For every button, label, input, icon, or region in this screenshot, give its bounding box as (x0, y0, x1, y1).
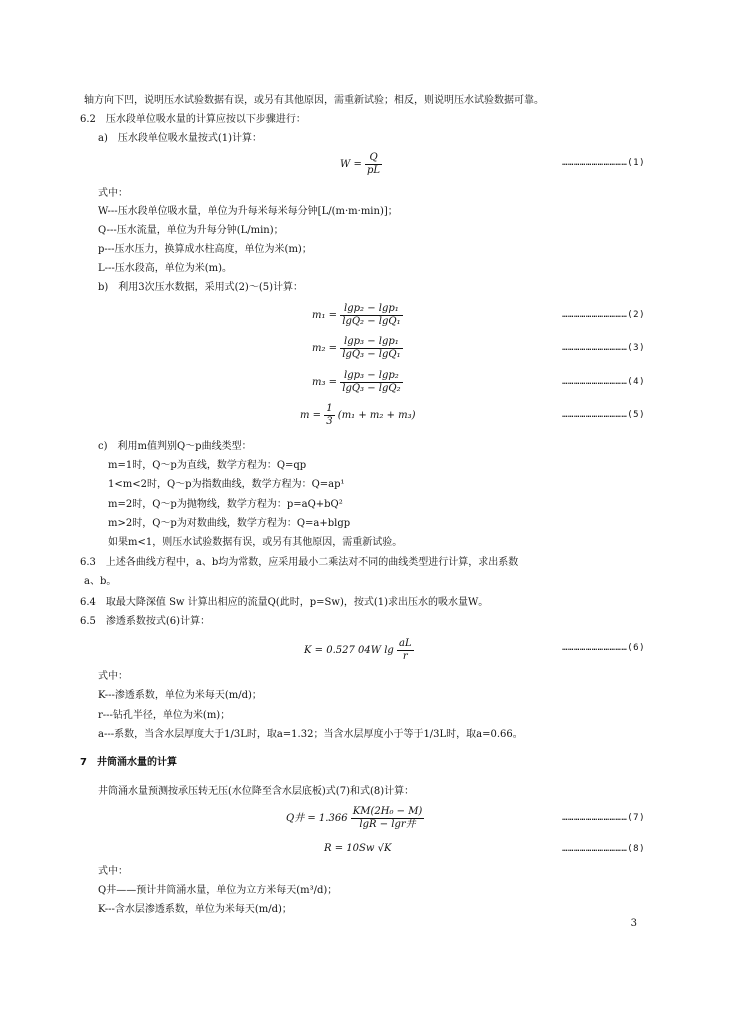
section-6-4: 6.4 取最大降深值 Sw 计算出相应的流量Q(此时，p=Sw)，按式(1)求出压水的吸水量W。 (80, 597, 489, 608)
formula-5-den: 3 (326, 416, 333, 427)
paragraph-line: 轴方向下凹，说明压水试验数据有误，或另有其他原因，需重新试验；相反，则说明压水试验数据可靠。 (84, 95, 544, 106)
page-number: 3 (630, 918, 637, 929)
formula-4-lhs: m₃ = (312, 377, 338, 388)
formula-5 (300, 403, 416, 428)
formula-8: R = 10Sw √K (324, 843, 392, 854)
formula-3-lhs: m₂ = (312, 343, 338, 354)
item-c: c) 利用m值判别Q～p曲线类型： (98, 441, 252, 452)
formula-7 (286, 806, 424, 831)
formula-1-den: pL (367, 165, 381, 176)
section-7-heading: 7 井筒涌水量的计算 (80, 757, 177, 768)
formula-7-fraction (351, 806, 425, 831)
formula-8-number: ……………………………(8) (562, 844, 645, 854)
case-m-gt-2: m>2时，Q～p为对数曲线，数学方程为：Q=a+blgp (108, 518, 351, 529)
formula-1-num: Q (365, 152, 382, 165)
item-b: b) 利用3次压水数据，采用式(2)～(5)计算： (98, 282, 303, 293)
formula-3-den: lgQ₃ − lgQ₁ (342, 349, 401, 360)
def-r: r---钻孔半径，单位为米(m)； (98, 710, 231, 721)
def-Q-well: Q井——预计井筒涌水量，单位为立方米每天(m³/d)； (98, 885, 338, 896)
formula-2-num: lgp₂ − lgp₁ (340, 303, 402, 316)
formula-1-number: ……………………………(1) (562, 158, 645, 168)
def-K-aquifer: K---含水层渗透系数，单位为米每天(m/d)； (98, 904, 292, 915)
formula-6 (304, 638, 414, 663)
formula-7-den: lgR − lgr井 (359, 819, 416, 830)
case-m-1-to-2: 1<m<2时，Q～p为指数曲线，数学方程为：Q=ap¹ (108, 479, 345, 490)
section-6-2: 6.2 压水段单位吸水量的计算应按以下步骤进行： (80, 114, 306, 125)
def-K: K---渗透系数，单位为米每天(m/d)； (98, 690, 262, 701)
formula-6-fraction (397, 638, 414, 663)
formula-3 (312, 336, 403, 361)
section-6-3-cont: a、b。 (84, 576, 117, 587)
formula-2 (312, 303, 403, 328)
formula-1 (340, 152, 382, 177)
formula-5-num: 1 (326, 403, 333, 414)
formula-2-number: ……………………………(2) (562, 310, 645, 320)
def-a: a---系数，当含水层厚度大于1/3L时，取a=1.32；当含水层厚度小于等于1/3L时，取a=0.66。 (98, 729, 523, 740)
def-Q: Q---压水流量，单位为升每分钟(L/min)； (98, 225, 284, 236)
formula-5-number: ……………………………(5) (562, 410, 645, 420)
formula-3-fraction (340, 336, 402, 361)
formula-6-num: aL (398, 638, 412, 649)
formula-6-lhs: K = 0.527 04W lg (304, 645, 394, 656)
formula-2-den: lgQ₂ − lgQ₁ (342, 316, 401, 327)
formula-5-fraction (324, 403, 334, 428)
formula-2-lhs: m₁ = (312, 310, 338, 321)
case-m-lt-1: 如果m<1，则压水试验数据有误，或另有其他原因，需重新试验。 (108, 537, 403, 548)
section-6-3: 6.3 上述各曲线方程中，a、b均为常数，应采用最小二乘法对不同的曲线类型进行计算，求出系数 (80, 557, 519, 568)
case-m-eq-2: m=2时，Q～p为抛物线，数学方程为：p=aQ+bQ² (108, 499, 343, 510)
formula-6-den: r (402, 651, 408, 662)
def-W: W---压水段单位吸水量，单位为升每米每米每分钟[L/(m·m·min)]； (98, 206, 398, 217)
formula-6-number: ……………………………(6) (562, 643, 645, 653)
formula-5-lhs: m = (300, 410, 322, 421)
case-m-eq-1: m=1时，Q～p为直线，数学方程为：Q=qp (108, 460, 307, 471)
formula-4 (312, 370, 403, 395)
formula-1-fraction (365, 152, 382, 177)
item-a: a) 压水段单位吸水量按式(1)计算： (98, 133, 263, 144)
formula-7-number: ……………………………(7) (562, 813, 645, 823)
def-p: p---压水压力，换算成水柱高度，单位为米(m)； (98, 244, 312, 255)
where-label-1: 式中： (98, 188, 128, 199)
formula-1-lhs: W = (340, 159, 362, 170)
formula-4-num: lgp₃ − lgp₂ (340, 370, 402, 383)
formula-3-num: lgp₃ − lgp₁ (340, 336, 402, 349)
formula-3-number: ……………………………(3) (562, 343, 645, 353)
section-7-text: 井筒涌水量预测按承压转无压(水位降至含水层底板)式(7)和式(8)计算： (98, 786, 415, 797)
formula-7-num: KM(2H₀ − M) (352, 806, 423, 817)
formula-4-number: ……………………………(4) (562, 377, 645, 387)
formula-7-lhs: Q井 = 1.366 (286, 813, 348, 824)
def-L: L---压水段高，单位为米(m)。 (98, 263, 233, 274)
formula-4-den: lgQ₃ − lgQ₂ (342, 383, 401, 394)
formula-2-fraction (340, 303, 402, 328)
where-label-2: 式中： (98, 671, 128, 682)
where-label-3: 式中： (98, 866, 128, 877)
section-6-5: 6.5 渗透系数按式(6)计算： (80, 616, 211, 627)
formula-5-rhs: (m₁ + m₂ + m₃) (337, 410, 416, 421)
formula-4-fraction (340, 370, 402, 395)
